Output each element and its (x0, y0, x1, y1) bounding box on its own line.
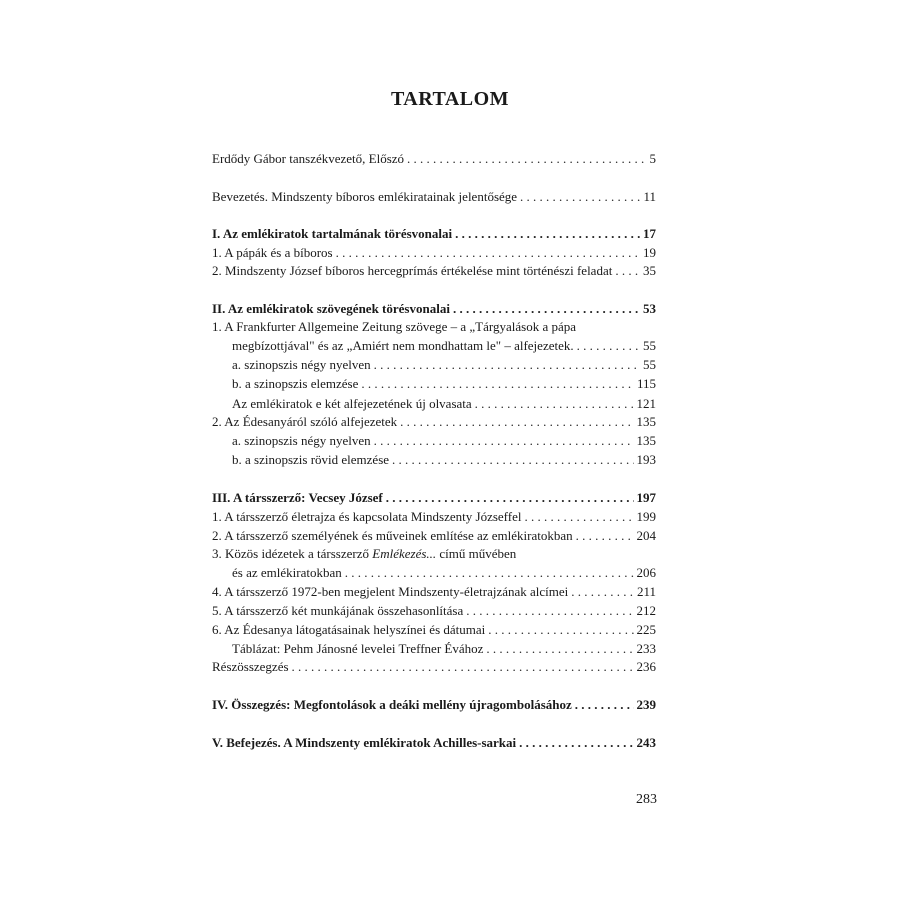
toc-subentry (212, 640, 656, 658)
toc-entry (212, 244, 656, 262)
toc-entry-title: a. szinopszis négy nyelven (232, 433, 371, 448)
toc-entry (212, 508, 656, 526)
dot-leader (374, 432, 634, 450)
toc-entry-page: 35 (643, 263, 656, 278)
dot-leader (455, 225, 640, 243)
toc-entry-page: 233 (636, 641, 656, 656)
dot-leader (524, 508, 633, 526)
toc-entry-title: 2. Az Édesanyáról szóló alfejezetek (212, 414, 398, 429)
toc-chapter-1 (212, 225, 656, 243)
dot-leader (615, 262, 640, 280)
toc-entry-title: 4. A társszerző 1972-ben megjelent Mindszenty-életrajzának alcímei (212, 584, 569, 599)
toc-entry-title-italic: Emlékezés... (372, 546, 437, 561)
dot-leader (292, 658, 634, 676)
toc-entry-page: 212 (636, 603, 656, 618)
dot-leader (336, 244, 640, 262)
toc-entry-bevezetes (212, 188, 656, 206)
dot-leader (453, 300, 640, 318)
toc-entry-title-line2: és az emlékiratokban (232, 565, 342, 580)
toc-chapter-2 (212, 300, 656, 318)
toc-entry (212, 658, 656, 676)
toc-entry-page: 135 (636, 414, 656, 429)
toc-entry-title: II. Az emlékiratok szövegének törésvonalai (212, 301, 450, 316)
toc-entry-title: a. szinopszis négy nyelven (232, 357, 371, 372)
toc-entry-page: 211 (636, 584, 656, 599)
toc-entry-title: Az emlékiratok e két alfejezetének új olvasata (232, 396, 472, 411)
toc-entry-title: 5. A társszerző két munkájának összehasonlítása (212, 603, 464, 618)
toc-entry-title: 2. Mindszenty József bíboros hercegprímás értékelése mint történészi feladat (212, 263, 613, 278)
toc-entry-page: 239 (636, 697, 656, 712)
toc-entry-title: b. a szinopszis rövid elemzése (232, 452, 390, 467)
dot-leader (466, 602, 633, 620)
toc-chapter-3 (212, 489, 656, 507)
toc-entry-title: Erdődy Gábor tanszékvezető, Előszó (212, 151, 405, 166)
toc-entry-page: 55 (643, 338, 656, 353)
toc-entry-title: 2. A társszerző személyének és műveinek említése az emlékiratokban (212, 528, 573, 543)
toc-entry-page: 206 (636, 565, 656, 580)
toc-subentry (212, 356, 656, 374)
toc-entry-page: 55 (643, 357, 656, 372)
toc-subentry (212, 451, 656, 469)
toc-entry (212, 337, 656, 355)
toc-entry-title-part: 3. Közös idézetek a társszerző (212, 546, 373, 561)
toc-entry-title: IV. Összegzés: Megfontolások a deáki mellény újragombolásához (212, 697, 572, 712)
toc-entry-page: 225 (636, 622, 656, 637)
dot-leader (488, 621, 633, 639)
toc-entry (212, 583, 656, 601)
toc-entry-title: V. Befejezés. A Mindszenty emlékiratok Achilles-sarkai (212, 735, 517, 750)
dot-leader (577, 337, 640, 355)
page-number: 283 (636, 792, 657, 807)
dot-leader (361, 375, 634, 393)
dot-leader (345, 564, 634, 582)
toc-entry-title-line2: megbízottjával" és az „Amiért nem mondhattam le" – alfejezetek. (232, 338, 574, 353)
toc-entry-title-part: című művében (436, 546, 517, 561)
toc-entry-title: 6. Az Édesanya látogatásainak helyszínei és dátumai (212, 622, 486, 637)
toc-entry (212, 621, 656, 639)
toc-chapter-5 (212, 734, 656, 752)
toc-entry-title: Bevezetés. Mindszenty bíboros emlékiratainak jelentősége (212, 189, 518, 204)
toc-entry (212, 564, 656, 582)
toc-entry-page: 19 (643, 245, 656, 260)
toc-entry (212, 602, 656, 620)
toc-entry-page: 5 (649, 151, 656, 166)
dot-leader (386, 489, 634, 507)
toc-entry-page: 135 (636, 433, 656, 448)
toc-entry (212, 262, 656, 280)
dot-leader (575, 696, 634, 714)
toc-entry-title: Táblázat: Pehm Jánosné levelei Treffner Évához (232, 641, 484, 656)
toc-entry-page: 121 (636, 396, 656, 411)
toc-entry-title-line1 (212, 545, 516, 563)
dot-leader (374, 356, 640, 374)
page-title: TARTALOM (390, 88, 510, 110)
dot-leader (400, 413, 633, 431)
toc-entry-eloszo (212, 150, 656, 168)
toc-entry-page: 204 (636, 528, 656, 543)
dot-leader (392, 451, 633, 469)
toc-entry-title: b. a szinopszis elemzése (232, 376, 359, 391)
dot-leader (520, 188, 640, 206)
toc-subentry (212, 395, 656, 413)
toc-entry-page: 199 (636, 509, 656, 524)
toc-entry-page: 53 (643, 301, 656, 316)
toc-subentry (212, 432, 656, 450)
toc-entry-page: 193 (636, 452, 656, 467)
toc-entry-page: 243 (636, 735, 656, 750)
toc-entry-title: 1. A pápák és a bíboros (212, 245, 333, 260)
toc-entry-page: 11 (643, 189, 656, 204)
toc-entry-page: 17 (643, 226, 656, 241)
toc-entry (212, 527, 656, 545)
toc-entry-title-line1: 1. A Frankfurter Allgemeine Zeitung szövege – a „Tárgyalások a pápa (212, 319, 576, 334)
toc-entry-title: 1. A társszerző életrajza és kapcsolata Mindszenty Józseffel (212, 509, 522, 524)
toc-entry-title: III. A társszerző: Vecsey József (212, 490, 383, 505)
toc-subentry (212, 375, 656, 393)
toc-entry-title: I. Az emlékiratok tartalmának törésvonalai (212, 226, 453, 241)
toc-entry (212, 413, 656, 431)
toc-chapter-4 (212, 696, 656, 714)
dot-leader (576, 527, 634, 545)
dot-leader (407, 150, 646, 168)
toc-entry-title: Részösszegzés (212, 659, 289, 674)
dot-leader (571, 583, 634, 601)
toc-entry-page: 197 (636, 490, 656, 505)
dot-leader (519, 734, 633, 752)
toc-entry-page: 115 (636, 376, 656, 391)
toc-entry-page: 236 (636, 659, 656, 674)
dot-leader (475, 395, 634, 413)
dot-leader (486, 640, 633, 658)
